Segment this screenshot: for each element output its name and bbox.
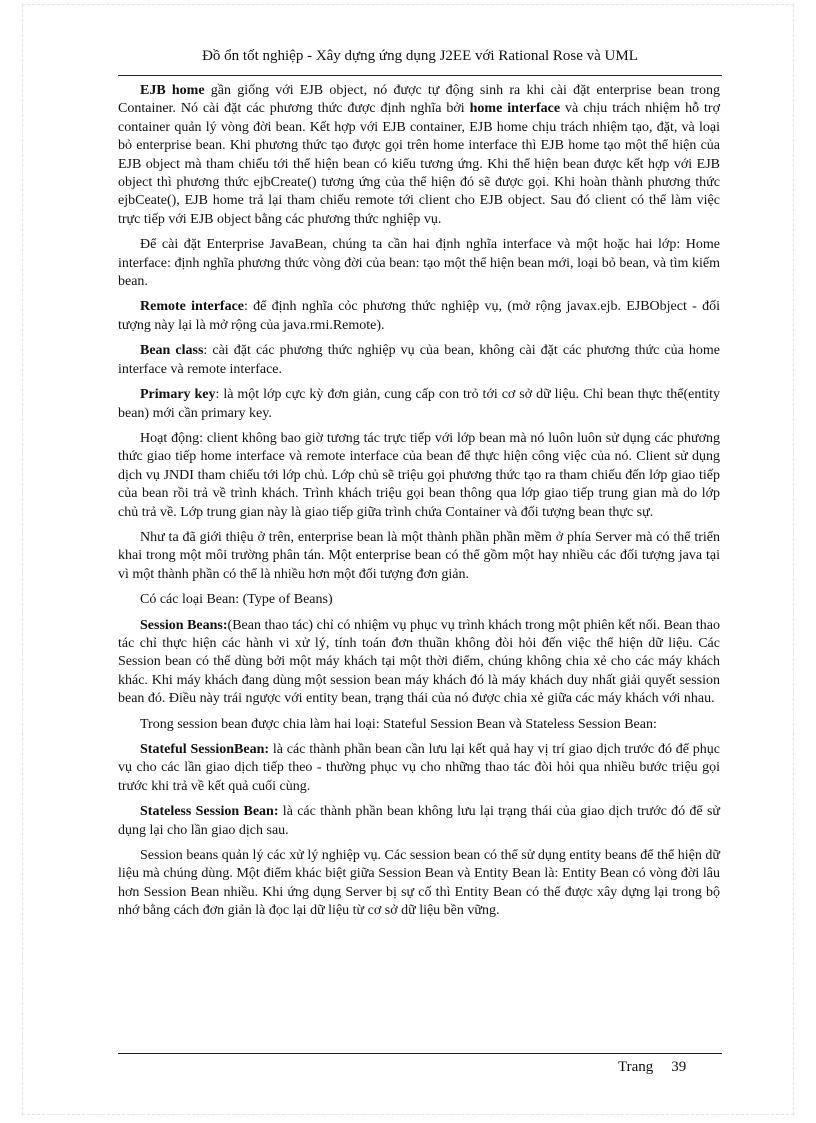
- paragraph-ejb-home: EJB home gần giống với EJB object, nó được tự động sinh ra khi cài đặt enterprise bean trong Container. Nó cài đặt các phương thức được định nghĩa bởi home interface và chịu trách nhiệm hỗ trợ container quản lý vòng đời bean. Kết hợp với EJB container, EJB home chịu trách nhiệm tạo, đặt, và loại bỏ enterprise bean. Khi phương thức tạo được gọi trên home interface thì EJB home tạo một thể hiện của EJB object mà tham chiếu tới thể hiện bean có kiểu tương ứng. Khi thể hiện bean được kết hợp với EJB object thì phương thức ejbCreate() tương ứng của thể hiện đó sẽ được gọi. Khi hoàn thành phương thức ejbCeate(), EJB home trả lại tham chiếu remote tới client cho EJB object. Sau đó client có thể làm việc trực tiếp với EJB object bằng các phương thức nghiệp vụ.: [118, 83, 721, 227]
- document-body: [118, 82, 720, 928]
- page-footer: [618, 1059, 686, 1076]
- term-ejb-home: EJB home: [140, 83, 205, 98]
- page-number: 39: [671, 1059, 687, 1075]
- term-stateless-session-bean: Stateless Session Bean:: [140, 804, 279, 820]
- footer-divider: [118, 1053, 722, 1054]
- paragraph-session-vs-entity: Session beans quản lý các xử lý nghiệp vụ. Các session bean có thể sử dụng entity beans để thể hiện dữ liệu mà chúng dùng. Một điểm khác biệt giữa Session Bean và Entity Bean là: Entity Bean có vòng đời lâu hơn Session Bean nhiều. Khi ứng dụng Server bị sự cố thì Entity Bean có thể được xây dựng lại trong bộ nhớ bằng cách đơn giản là đọc lại dữ liệu từ cơ sở dữ liệu bền vững.: [118, 848, 720, 919]
- paragraph-session-beans: Session Beans:(Bean thao tác) chỉ có nhiệm vụ phục vụ trình khách trong một phiên kết nối. Bean thao tác chỉ thực hiện các hành vi xử lý, tính toán đơn thuần không đòi hỏi đến việc thể hiện dữ liệu. Các Session bean có thể dùng bởi một máy khách tại một thời điểm, chúng không chia xẻ cho các máy khách khác. Khi máy khách đang dùng một session bean máy khách đó là máy khách duy nhất giải quyết session bean đó. Điều này trái ngược với entity bean, trạng thái của nó được chia xẻ giữa các máy khách với nhau.: [118, 617, 720, 707]
- paragraph-types-of-beans: Có các loại Bean: (Type of Beans): [140, 592, 333, 608]
- term-primary-key: Primary key: [140, 387, 216, 403]
- term-session-beans: Session Beans:: [140, 617, 228, 633]
- page-header: Đồ ổn tốt nghiệp - Xây dựng ứng dụng J2EE với Rational Rose và UML: [202, 48, 638, 64]
- paragraph-stateful: Stateful SessionBean: là các thành phần bean cần lưu lại kết quả hay vị trí giao dịch trước đó để phục vụ cho các lần giao dịch tiếp theo - thường phục vụ cho những thao tác đòi hỏi qua nhiều bước triệu gọi trước khi trả về kết quả cuối cùng.: [118, 742, 720, 794]
- term-remote-interface: Remote interface: [140, 299, 244, 315]
- paragraph-remote-interface: Remote interface: để định nghĩa cỏc phương thức nghiệp vụ, (mở rộng javax.ejb. EJBObject - đối tượng này lại là mở rộng của java.rmi.Remote).: [118, 299, 720, 333]
- paragraph-primary-key: Primary key: là một lớp cực kỳ đơn giản, cung cấp con trỏ tới cơ sở dữ liệu. Chỉ bean thực thể(entity bean) mới cần primary key.: [118, 387, 720, 421]
- term-bean-class: Bean class: [140, 343, 204, 359]
- paragraph-operation: Hoạt động: client không bao giờ tương tác trực tiếp với lớp bean mà nó luôn luôn sử dụng các phương thức giao tiếp home interface và remote interface của bean để thực hiện công việc của nó. Client sử dụng dịch vụ JNDI tham chiếu tới lớp chủ. Lớp chủ sẽ triệu gọi phương thức tạo ra tham chiếu đến lớp giao tiếp của bean rồi trả về trình khách. Trình khách triệu gọi bean thông qua lớp giao tiếp trung gian mà do lớp chủ trả về. Lớp trung gian này là giao tiếp giữa trình chứa Container và đối tượng bean thực sự.: [118, 430, 720, 520]
- term-stateful-session-bean: Stateful SessionBean:: [140, 742, 270, 757]
- paragraph-install-ejb: Để cài đặt Enterprise JavaBean, chúng ta cần hai định nghĩa interface và một hoặc hai lớp: Home interface: định nghĩa phương thức vòng đời của bean: tạo một thể hiện bean mới, loại bỏ bean, và tìm kiếm bean.: [118, 237, 720, 290]
- term-home-interface: home interface: [469, 101, 561, 117]
- paragraph-bean-class: Bean class: cài đặt các phương thức nghiệp vụ của bean, không cài đặt các phương thức của home interface và remote interface.: [118, 343, 721, 377]
- paragraph-session-types: Trong session bean được chia làm hai loại: Stateful Session Bean và Stateless Session Bean:: [140, 716, 657, 732]
- paragraph-enterprise-bean: Như ta đã giới thiệu ở trên, enterprise bean là một thành phần phần mềm ở phía Server mà có thể triển khai trong một môi trường phân tán. Một enterprise bean có thể gồm một hay nhiều các đối tượng java tại vì một thành phần có thể là nhiều hơn một đối tượng đơn giản.: [118, 529, 720, 582]
- header-divider: [118, 75, 722, 76]
- page-label: Trang: [618, 1059, 654, 1075]
- paragraph-stateless: Stateless Session Bean: là các thành phần bean không lưu lại trạng thái của giao dịch trước đó để sử dụng lại cho lần giao dịch sau.: [118, 804, 720, 838]
